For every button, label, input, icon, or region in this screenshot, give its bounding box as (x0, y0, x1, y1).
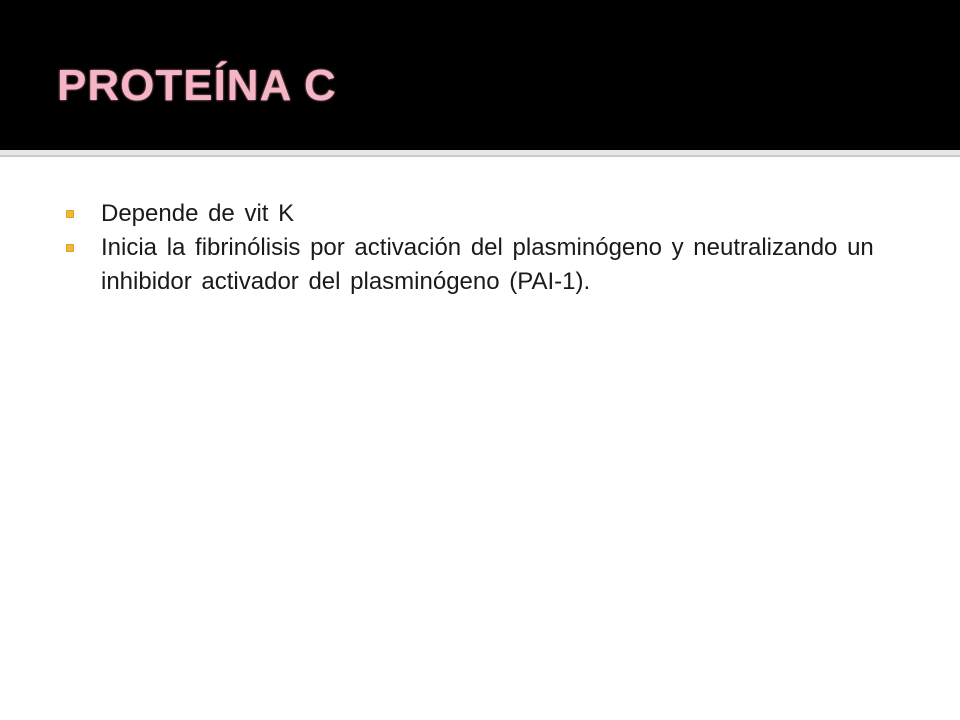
bullet-list (66, 197, 886, 299)
bullet-text: Depende de vit K (101, 200, 295, 227)
slide-title: PROTEÍNA C (57, 61, 337, 110)
square-bullet-icon (66, 210, 74, 218)
title-divider (0, 150, 960, 157)
bullet-item (66, 231, 886, 299)
bullet-item (66, 197, 886, 231)
bullet-text: Inicia la fibrinólisis por activación del plasminógeno y neutralizando un inhibidor activador del plasminógeno (PAI-1). (101, 234, 874, 295)
title-band (0, 0, 960, 150)
square-bullet-icon (66, 244, 74, 252)
